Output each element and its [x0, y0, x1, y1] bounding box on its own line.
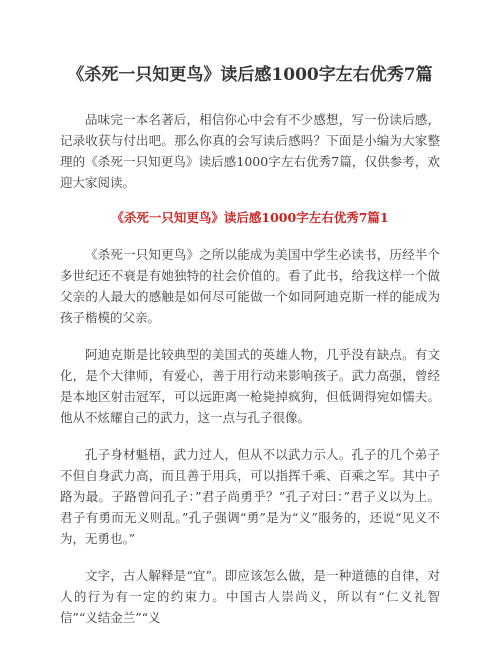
body-paragraph-4: 文字，古人解释是“宜”。即应该怎么做，是一种道德的自律，对人的行为有一定的约束力。中国古人崇尚义，所以有“仁义礼智信”“义结金兰”“义 [60, 568, 440, 625]
body-paragraph-1: 《杀死一只知更鸟》之所以能成为美国中学生必读书，历经半个多世纪还不衰是有她独特的社会价值的。看了此书，给我这样一个做父亲的人最大的感触是如何尽可能做一个如同阿迪克斯一样的能成为孩子楷模的父亲。 [60, 247, 440, 325]
document-title: 《杀死一只知更鸟》读后感1000字左右优秀7篇 [67, 65, 433, 85]
body-paragraph-2: 阿迪克斯是比较典型的美国式的英雄人物，几乎没有缺点。有文化，是个大律师，有爱心，善于用行动来影响孩子。武力高强，曾经是本地区射击冠军，可以远距离一枪毙掉疯狗，但低调得宛如懦夫。他从不炫耀自己的武力，这一点与孔子很像。 [60, 347, 440, 425]
section-heading: 《杀死一只知更鸟》读后感1000字左右优秀7篇1 [111, 210, 389, 225]
body-paragraph-3: 孔子身材魁梧，武力过人，但从不以武力示人。孔子的几个弟子不但自身武力高，而且善于用兵，可以指挥千乘、百乘之军。其中子路为最。子路曾问孔子：”君子尚勇乎？”孔子对曰：”君子义以为上。君子有勇而无义则乱。”孔子强调“勇”是为“义”服务的，还说“见义不为，无勇也。” [60, 447, 440, 546]
intro-paragraph: 品味完一本名著后，相信你心中会有不少感想，写一份读后感，记录收获与付出吧。那么你真的会写读后感吗？下面是小编为大家整理的《杀死一只知更鸟》读后感1000字左右优秀7篇，仅供参考，欢迎大家阅读。 [60, 112, 440, 190]
